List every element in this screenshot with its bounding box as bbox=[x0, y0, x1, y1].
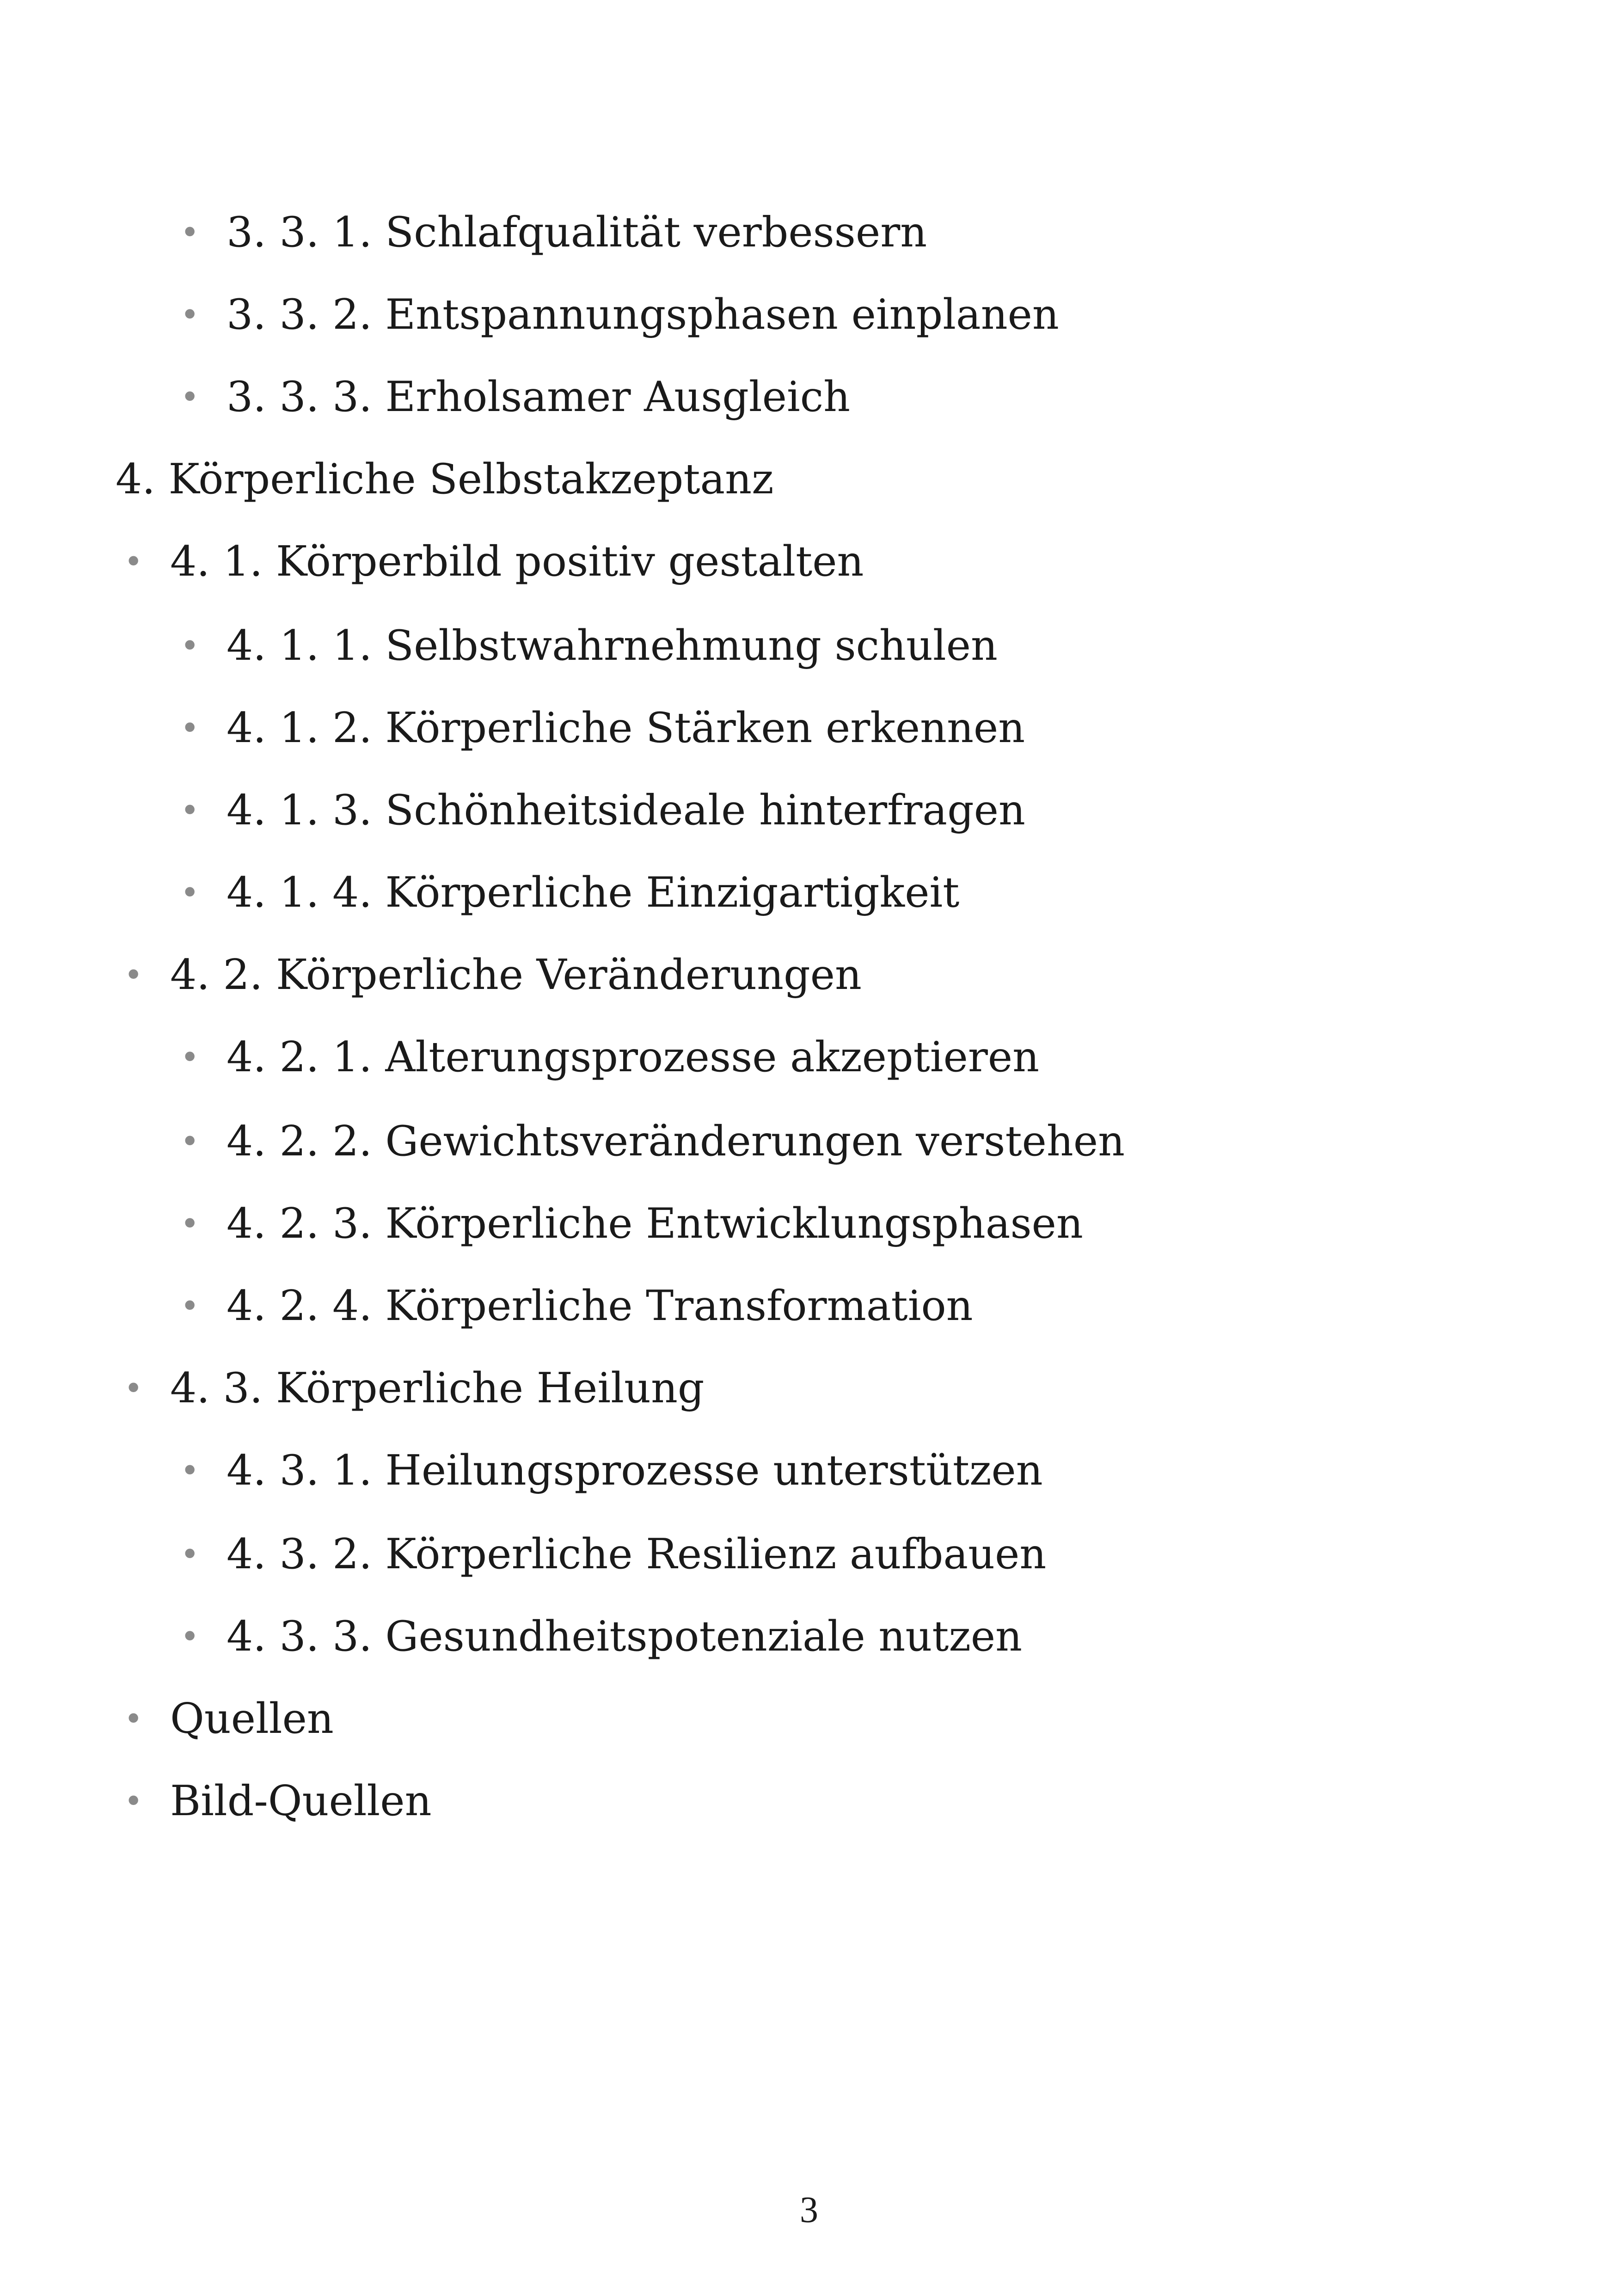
toc-item-label: 3. 3. 3. Erholsamer Ausgleich bbox=[227, 373, 851, 421]
bullet-icon: • bbox=[180, 1452, 200, 1490]
bullet-icon: • bbox=[180, 709, 200, 747]
bullet-icon: • bbox=[180, 792, 200, 829]
toc-item[interactable] bbox=[180, 1030, 1039, 1085]
bullet-icon: • bbox=[124, 1700, 143, 1738]
bullet-icon: • bbox=[180, 1618, 200, 1656]
toc-section[interactable] bbox=[124, 534, 864, 589]
toc-item-label: 4. 2. 3. Körperliche Entwicklungsphasen bbox=[227, 1199, 1083, 1248]
bullet-icon: • bbox=[180, 296, 200, 334]
toc-item-label: 3. 3. 2. Entspannungsphasen einplanen bbox=[227, 290, 1059, 339]
toc-item-label: 4. 2. 2. Gewichtsveränderungen verstehen bbox=[227, 1117, 1125, 1166]
toc-item-label: 4. 1. 4. Körperliche Einzigartigkeit bbox=[227, 868, 960, 917]
toc-item-label: 4. 1. 3. Schönheitsideale hinterfragen bbox=[227, 786, 1025, 835]
toc-item[interactable] bbox=[180, 1278, 973, 1334]
toc-chapter[interactable] bbox=[116, 452, 774, 507]
bullet-icon: • bbox=[124, 1369, 143, 1407]
toc-item-label: 4. 2. 1. Alterungsprozesse akzeptieren bbox=[227, 1033, 1040, 1081]
toc-section-label: 4. 3. Körperliche Heilung bbox=[170, 1364, 705, 1412]
toc-item[interactable] bbox=[180, 369, 850, 425]
toc-item[interactable] bbox=[180, 1114, 1125, 1169]
toc-item[interactable] bbox=[180, 783, 1025, 838]
toc-item[interactable] bbox=[180, 618, 998, 674]
bullet-icon: • bbox=[180, 1287, 200, 1325]
toc-section[interactable] bbox=[124, 1691, 334, 1747]
toc-section[interactable] bbox=[124, 1361, 705, 1416]
toc-item[interactable] bbox=[180, 700, 1025, 756]
bullet-icon: • bbox=[180, 1038, 200, 1076]
toc-item-label: 4. 1. 2. Körperliche Stärken erkennen bbox=[227, 704, 1025, 752]
bullet-icon: • bbox=[180, 627, 200, 665]
toc-item-label: 4. 3. 2. Körperliche Resilienz aufbauen bbox=[227, 1530, 1047, 1578]
bullet-icon: • bbox=[180, 378, 200, 416]
bullet-icon: • bbox=[180, 214, 200, 252]
bullet-icon: • bbox=[180, 1535, 200, 1573]
toc-item[interactable] bbox=[180, 1609, 1022, 1664]
toc-item-label: 4. 3. 1. Heilungsprozesse unterstützen bbox=[227, 1446, 1043, 1495]
toc-item-label: 4. 2. 4. Körperliche Transformation bbox=[227, 1282, 973, 1330]
toc-section[interactable] bbox=[124, 1774, 432, 1829]
page-number: 3 bbox=[800, 2190, 818, 2230]
toc-chapter-label: 4. Körperliche Selbstakzeptanz bbox=[116, 455, 774, 503]
toc-item[interactable] bbox=[180, 865, 959, 921]
bullet-icon: • bbox=[180, 1123, 200, 1160]
toc-item-label: 4. 1. 1. Selbstwahrnehmung schulen bbox=[227, 621, 998, 670]
toc-item-label: 4. 3. 3. Gesundheitspotenziale nutzen bbox=[227, 1612, 1023, 1661]
toc-section-label: Quellen bbox=[170, 1694, 334, 1743]
toc-section-label: Bild-Quellen bbox=[170, 1777, 432, 1825]
toc-section[interactable] bbox=[124, 947, 862, 1003]
toc-section-label: 4. 2. Körperliche Veränderungen bbox=[170, 951, 862, 999]
bullet-icon: • bbox=[124, 956, 143, 994]
bullet-icon: • bbox=[124, 1782, 143, 1820]
toc-item[interactable] bbox=[180, 1196, 1083, 1252]
toc-item[interactable] bbox=[180, 1527, 1046, 1582]
toc-item-label: 3. 3. 1. Schlafqualität verbessern bbox=[227, 208, 927, 257]
bullet-icon: • bbox=[124, 543, 143, 581]
toc-item[interactable] bbox=[180, 287, 1059, 343]
toc-section-label: 4. 1. Körperbild positiv gestalten bbox=[170, 537, 864, 586]
bullet-icon: • bbox=[180, 1205, 200, 1243]
toc-item[interactable] bbox=[180, 205, 927, 260]
toc-item[interactable] bbox=[180, 1443, 1043, 1498]
bullet-icon: • bbox=[180, 874, 200, 912]
